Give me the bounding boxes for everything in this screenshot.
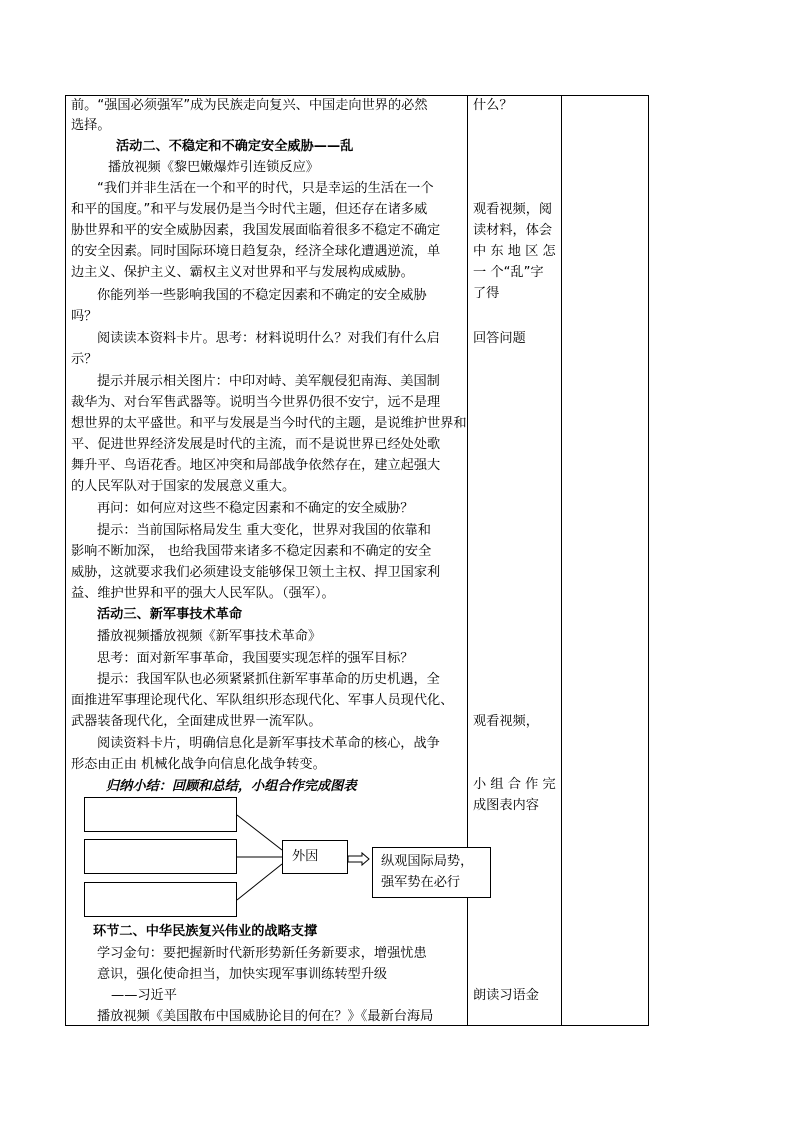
quote-attribution: ——习近平 xyxy=(111,988,177,1003)
blank-box-2 xyxy=(84,839,237,874)
connector-line-bottom xyxy=(237,864,282,900)
text-line: “我们并非生活在一个和平的时代，只是幸运的生活在一个 xyxy=(97,181,434,196)
text-line: 裁华为、对台军售武器等。说明当今世界仍很不安宁，远不是理 xyxy=(71,395,441,410)
blank-box-3 xyxy=(84,882,237,917)
text-line: 益、维护世界和平的强大人民军队。（强军）。 xyxy=(71,586,335,601)
section-2-heading: 环节二、中华民族复兴伟业的战略支撑 xyxy=(93,924,318,939)
text-line: 阅读读本资料卡片。思考：材料说明什么？对我们有什么启 xyxy=(97,331,440,346)
lesson-table xyxy=(65,95,649,1026)
side-line: 观看视频，阅 xyxy=(473,202,553,217)
double-arrow-icon xyxy=(348,853,369,865)
blank-box-1 xyxy=(84,797,237,832)
text-line: 阅读资料卡片，明确信息化是新军事技术革命的核心，战争 xyxy=(97,736,440,751)
activity-2-heading: 活动二、不稳定和不确定安全威胁——乱 xyxy=(116,139,354,154)
text-line: 边主义、保护主义、霸权主义对世界和平与发展构成威胁。 xyxy=(71,265,414,280)
side-line: 回答问题 xyxy=(473,331,526,346)
text-line: 吗？ xyxy=(71,309,98,324)
side-line: 一 个“乱”字 xyxy=(473,265,544,280)
side-line: 中 东 地 区 怎 xyxy=(473,244,556,259)
text-line: 前。“强国必须强军”成为民族走向复兴、中国走向世界的必然 xyxy=(71,98,428,113)
text-line: 胁世界和平的安全威胁因素，我国发展面临着很多不稳定不确定 xyxy=(71,223,441,238)
side-line: 朗读习语金 xyxy=(473,988,539,1003)
text-line: 平、促进世界经济发展是时代的主流，而不是说世界已经处处歌 xyxy=(71,437,441,452)
conclusion-line-2: 强军势在必行 xyxy=(381,875,461,890)
text-line: 选择。 xyxy=(71,118,111,133)
text-line: 想世界的太平盛世。和平与发展是当今时代的主题，是说维护世界和 xyxy=(71,416,467,431)
text-line: 和平的国度。”和平与发展仍是当今时代主题，但还存在诸多威 xyxy=(71,202,428,217)
text-line: 播放视频播放视频《新军事技术革命》 xyxy=(97,629,322,644)
text-line: 播放视频《黎巴嫩爆炸引连锁反应》 xyxy=(108,160,319,175)
side-line: 了得 xyxy=(473,286,500,301)
side-line: 什么？ xyxy=(473,98,513,113)
side-line: 小 组 合 作 完 xyxy=(473,777,556,792)
text-line: 思考：面对新军事革命，我国要实现怎样的强军目标？ xyxy=(97,651,414,666)
text-line: 提示并展示相关图片：中印对峙、美军舰侵犯南海、美国制 xyxy=(97,374,440,389)
connector-line-top xyxy=(237,815,282,850)
conclusion-box xyxy=(372,847,491,898)
text-line: 播放视频《美国散布中国威胁论目的何在？》《最新台海局 xyxy=(97,1009,434,1024)
text-line: 形态由正由 机械化战争向信息化战争转变。 xyxy=(71,757,326,772)
activity-3-heading: 活动三、新军事技术革命 xyxy=(97,607,243,622)
text-line: 提示：我国军队也必须紧紧抓住新军事革命的历史机遇，全 xyxy=(97,672,440,687)
text-line: 示？ xyxy=(71,352,98,367)
summary-heading: 归纳小结：回顾和总结，小组合作完成图表 xyxy=(106,779,357,794)
side-line: 观看视频， xyxy=(473,714,539,729)
text-line: 学习金句：要把握新时代新形势新任务新要求，增强忧患 xyxy=(97,946,427,961)
side-line: 读材料，体会 xyxy=(473,223,553,238)
text-line: 的人民军队对于国家的发展意义重大。 xyxy=(71,479,296,494)
conclusion-line-1: 纵观国际局势， xyxy=(381,854,474,869)
text-line: 武器装备现代化，全面建成世界一流军队。 xyxy=(71,714,322,729)
text-line: 面推进军事理论现代化、军队组织形态现代化、军事人员现代化、 xyxy=(71,693,454,708)
text-line: 影响不断加深， 也给我国带来诸多不稳定因素和不确定的安全 xyxy=(71,544,432,559)
text-line: 提示：当前国际格局发生 重大变化，世界对我国的依靠和 xyxy=(97,523,431,538)
text-line: 再问：如何应对这些不稳定因素和不确定的安全威胁？ xyxy=(97,501,414,516)
text-line: 意识，强化使命担当，加快实现军事训练转型升级 xyxy=(97,967,388,982)
text-line: 你能列举一些影响我国的不稳定因素和不确定的安全威胁 xyxy=(97,288,427,303)
external-cause-label: 外因 xyxy=(292,849,319,864)
text-line: 威胁，这就要求我们必须建设支能够保卫领土主权、捍卫国家利 xyxy=(71,565,441,580)
text-line: 舞升平、鸟语花香。地区冲突和局部战争依然存在，建立起强大 xyxy=(71,458,441,473)
side-line: 成图表内容 xyxy=(473,798,539,813)
text-line: 的安全因素。同时国际环境日趋复杂，经济全球化遭遇逆流，单 xyxy=(71,244,441,259)
external-cause-box xyxy=(282,840,348,874)
